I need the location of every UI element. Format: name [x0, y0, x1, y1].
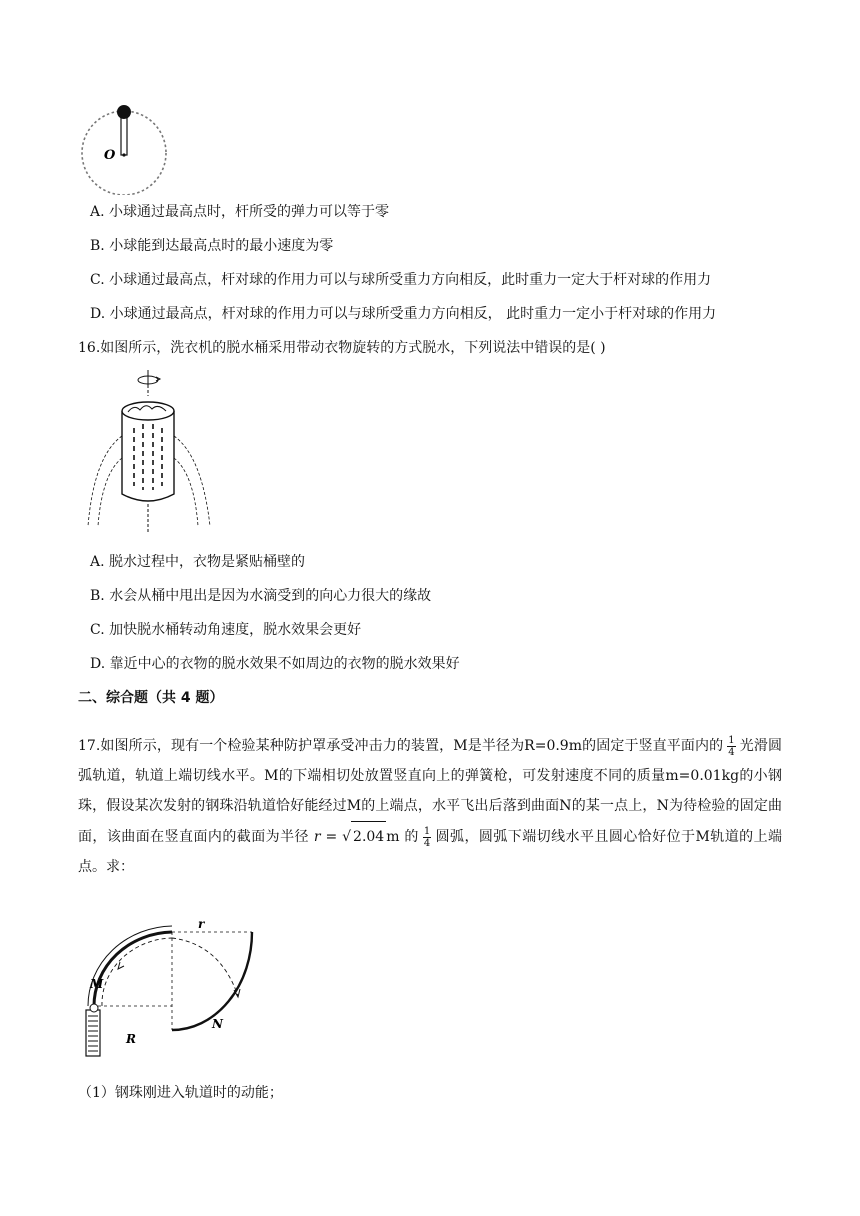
radius-formula: r = √ 2.04 m [314, 829, 400, 845]
q15-option-a: A. 小球通过最高点时，杆所受的弹力可以等于零 [90, 204, 390, 220]
figure-label-o: O [104, 148, 116, 163]
figure-label-m: M [90, 977, 104, 991]
section-heading: 二、综合题（共 4 题） [78, 690, 224, 706]
q16-option-b: B. 水会从桶中甩出是因为水滴受到的向心力很大的缘故 [90, 588, 432, 604]
q17-text-4: 圆弧，圆弧下端切线水平且圆心恰好位于M轨道的上端点。求： [78, 829, 783, 875]
figure-label-n: N [212, 1017, 223, 1031]
q17-text-3: 的 [404, 829, 419, 845]
q15-option-b: B. 小球能到达最高点时的最小速度为零 [90, 238, 334, 254]
q17-text-2: 光滑圆弧轨道，轨道上端切线水平。M的下端相切处放置竖直向上的弹簧枪，可发射速度不同的质量m=0.01kg的小钢珠，假设某次发射的钢珠沿轨道恰好能经过M的上端点，水平飞出后落到曲面N的某一点上，N为待检验的固定曲面，该曲面在竖直面内的截面为半径 [78, 738, 782, 845]
q16-option-a: A. 脱水过程中，衣物是紧贴桶壁的 [90, 554, 306, 570]
q15-option-c: C. 小球通过最高点，杆对球的作用力可以与球所受重力方向相反，此时重力一定大于杆对球的作用力 [90, 272, 712, 288]
quarter-fraction-2: $\frac{1}{4}$ [423, 825, 431, 849]
quarter-fraction-1: $\frac{1}{4}$ [728, 734, 735, 758]
q17-sub-question-1: （1）钢珠刚进入轨道时的动能； [78, 1085, 283, 1101]
q16-stem: 16.如图所示，洗衣机的脱水桶采用带动衣物旋转的方式脱水，下列说法中错误的是( ) [78, 340, 606, 356]
spin-drum-figure [82, 366, 222, 536]
track-figure [80, 918, 260, 1063]
q17-text-1: 17.如图所示，现有一个检验某种防护罩承受冲击力的装置，M是半径为R=0.9m的固定于竖直平面内的 [78, 738, 724, 754]
figure-label-big-r: R [126, 1032, 136, 1046]
q16-option-d: D. 靠近中心的衣物的脱水效果不如周边的衣物的脱水效果好 [90, 656, 460, 672]
rod-ball-figure [78, 100, 173, 195]
q16-option-c: C. 加快脱水桶转动角速度，脱水效果会更好 [90, 622, 362, 638]
q15-option-d: D. 小球通过最高点，杆对球的作用力可以与球所受重力方向相反， 此时重力一定小于杆对球的作用力 [90, 306, 717, 322]
q17-stem [78, 731, 782, 882]
figure-label-r: r [198, 918, 205, 931]
